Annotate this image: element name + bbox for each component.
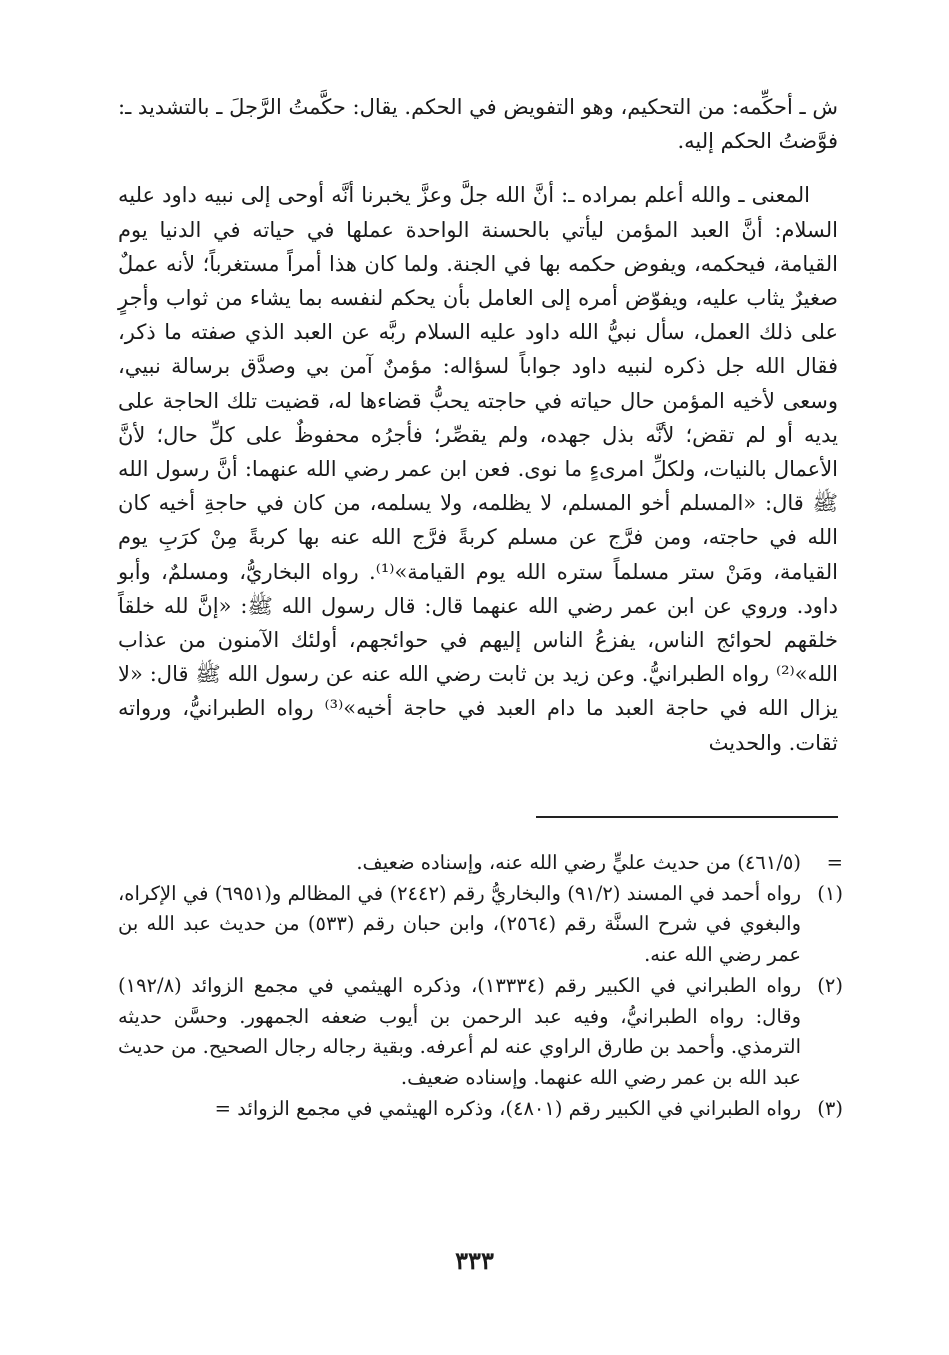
page-number: ٣٣٣ [455, 1246, 494, 1275]
footnote-text: رواه الطبراني في الكبير رقم (٤٨٠١)، وذكره الهيثمي في مجمع الزوائد = [214, 1096, 801, 1120]
gloss-paragraph: ش ـ أحكِّمه: من التحكيم، وهو التفويض في الحكم. يقال: حكَّمتُ الرَّجلَ ـ بالتشديد ـ: فوَّضتُ الحكم إليه. [118, 95, 838, 154]
footnote-marker: (١) [817, 881, 843, 905]
footnote-separator [536, 816, 838, 818]
footnote-marker: (٢) [817, 973, 843, 997]
footnote-1 [118, 879, 843, 971]
footnote-continuation [118, 848, 843, 879]
footnote-text: رواه أحمد في المسند (٩١/٢) والبخاريُّ رقم (٢٤٤٢) في المظالم و(٦٩٥١) في الإكراه، والبغوي في شرح السنَّة رقم (٢٥٦٤)، وابن حبان رقم (٥٣٣) من حديث عبد الله بن عمر رضي الله عنه. [118, 881, 802, 967]
footnote-marker: (٣) [817, 1096, 843, 1120]
footnote-marker: = [826, 851, 843, 874]
footnotes [118, 848, 843, 1124]
footnote-3 [118, 1094, 843, 1125]
footnote-2 [118, 971, 843, 1094]
footnote-text: رواه الطبراني في الكبير رقم (١٣٣٣٤)، وذكره الهيثمي في مجمع الزوائد (١٩٢/٨) وقال: رواه الطبرانيُّ، وفيه عبد الرحمن بن أيوب ضعفه الجمهور. وحسَّن حديثه الترمذي. وأحمد بن طارق الراوي عنه لم أعرفه. وبقية رجاله رجال الصحيح. من حديث عبد الله بن عمر رضي الله عنهما. وإسناده ضعيف. [118, 973, 801, 1089]
footnote-text: (٤٦١/٥) من حديث عليٍّ رضي الله عنه، وإسناده ضعيف. [356, 851, 801, 874]
main-text [118, 90, 838, 760]
body-paragraph: المعنى ـ والله أعلم بمراده ـ: أنَّ الله جلَّ وعزَّ يخبرنا أنَّه أوحى إلى نبيه داود عليه السلام: أنَّ العبد المؤمن ليأتي بالحسنة الواحدة عملها في حياته في الدنيا يوم القيامة، فيحكمه، ويفوض حكمه بها في الجنة. ولما كان هذا أمراً مستغرباً؛ لأنه عملٌ صغيرٌ يثاب عليه، ويفوّض أمره إلى العامل بأن يحكم لنفسه بما يشاء من ثواب وأجرٍ على ذلك العمل، سأل نبيُّ الله داود عليه السلام ربَّه عن العبد الذي صفته ما ذكر، فقال الله جل ذكره لنبيه داود جواباً لسؤاله: مؤمنٌ آمن بي وصدَّق برسالة نبيي، وسعى لأخيه المؤمن حال حياته في حاجته يحبُّ قضاءها له، قضيت تلك الحاجة على يديه أو لم تقض؛ لأنَّه بذل جهده، ولم يقصِّر؛ فأجرُه محفوظٌ على كلِّ حال؛ لأنَّ الأعمال بالنيات، ولكلِّ امرىءٍ ما نوى. فعن ابن عمر رضي الله عنهما: أنَّ رسول الله ﷺ قال: «المسلم أخو المسلم، لا يظلمه، ولا يسلمه، من كان في حاجةِ أخيه كان الله في حاجته، ومن فرَّج عن مسلم كربةً فرَّج الله عنه بها كربةً مِنْ كرَبِ يوم القيامة، ومَنْ ستر مسلماً ستره الله يوم القيامة»⁽¹⁾. رواه البخاريُّ، ومسلمٌ، وأبو داود. وروي عن ابن عمر رضي الله عنهما قال: قال رسول الله ﷺ: «إنَّ لله خلقاً خلقهم لحوائج الناس، يفزعُ الناس إليهم في حوائجهم، أولئك الآمنون من عذاب الله»⁽²⁾ رواه الطبرانيُّ. وعن زيد بن ثابت رضي الله عنه عن رسول الله ﷺ قال: «لا يزال الله في حاجة العبد ما دام العبد في حاجة أخيه»⁽³⁾ رواه الطبرانيُّ، ورواته ثقات. والحديث [118, 183, 839, 755]
